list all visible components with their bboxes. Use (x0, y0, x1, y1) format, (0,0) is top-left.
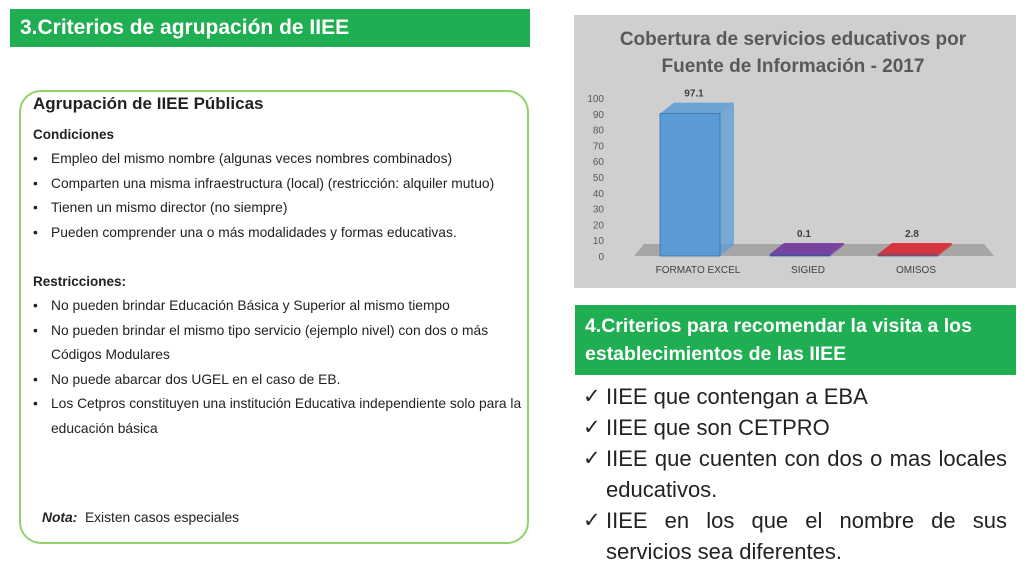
recommendation-text: IIEE en los que el nombre de sus servicios sea diferentes. (606, 508, 1007, 564)
restriction-item: • No pueden brindar el mismo tipo servicio (ejemplo nivel) con dos o más Códigos Modulares (33, 319, 523, 368)
section-3-title: 3.Criterios de agrupación de IIEE (10, 9, 530, 47)
y-tick-label: 0 (598, 252, 604, 263)
bar-data-label: 0.1 (797, 229, 811, 240)
check-mark-icon: ✓ (583, 446, 601, 470)
conditions-list (33, 147, 523, 245)
box-title: Agrupación de IIEE Públicas (33, 94, 264, 113)
y-tick-label: 50 (592, 173, 604, 184)
bar-front (660, 114, 720, 256)
restriction-item: • Los Cetpros constituyen una institución Educativa independiente solo para la educación básica (33, 392, 523, 441)
bars (660, 89, 952, 256)
restriction-item: • No pueden brindar Educación Básica y Superior al mismo tiempo (33, 294, 523, 319)
bar-side (720, 103, 734, 256)
y-tick-label: 60 (592, 157, 604, 169)
y-tick-label: 100 (587, 94, 604, 105)
y-tick-label: 70 (592, 141, 604, 153)
note-text: Existen casos especiales (84, 510, 240, 525)
coverage-chart (574, 15, 1016, 288)
bar (878, 229, 952, 256)
recommendation-item (583, 443, 1007, 505)
condition-item: • Pueden comprender una o más modalidades y formas educativas. (33, 221, 523, 246)
recommendation-item (583, 381, 1007, 412)
bar-data-label: 2.8 (905, 229, 919, 240)
bar (660, 89, 734, 256)
check-mark-icon: ✓ (583, 384, 601, 408)
note-label: Nota: (42, 510, 78, 525)
x-category-label: FORMATO EXCEL (655, 265, 741, 276)
y-tick-label: 40 (592, 188, 604, 200)
conditions-heading: Condiciones (33, 127, 115, 142)
recommendation-text: IIEE que contengan a EBA (606, 384, 868, 409)
y-tick-label: 20 (592, 220, 604, 232)
bar-front (878, 254, 938, 256)
bar-data-label: 97.1 (684, 88, 704, 100)
chart-svg (574, 15, 1016, 288)
bar (770, 229, 844, 256)
section-4-title: 4.Criterios para recomendar la visita a los establecimientos de las IIEE (575, 305, 1016, 375)
recommendation-text: IIEE que son CETPRO (606, 415, 830, 440)
x-axis (656, 265, 937, 276)
chart-title-line-1: Cobertura de servicios educativos por (619, 29, 967, 50)
condition-item: • Tienen un mismo director (no siempre) (33, 196, 523, 221)
y-tick-label: 80 (592, 125, 604, 137)
recommendation-text: IIEE que cuenten con dos o mas locales educativos. (606, 446, 1007, 502)
note (42, 510, 239, 525)
restrictions-heading: Restricciones: (33, 274, 127, 289)
restriction-item: • No puede abarcar dos UGEL en el caso de EB. (33, 368, 523, 393)
recommendation-list (583, 381, 1007, 567)
condition-item: • Comparten una misma infraestructura (local) (restricción: alquiler mutuo) (33, 172, 523, 197)
restrictions-list (33, 294, 523, 442)
recommendation-item (583, 505, 1007, 567)
x-category-label: SIGIED (791, 265, 825, 276)
check-mark-icon: ✓ (583, 415, 601, 439)
recommendation-item (583, 412, 1007, 443)
x-category-label: OMISOS (895, 265, 937, 276)
bar-front (770, 254, 830, 256)
y-tick-label: 30 (592, 204, 604, 216)
y-tick-label: 90 (592, 109, 604, 121)
chart-title-line-2: Fuente de Información - 2017 (661, 56, 925, 77)
check-mark-icon: ✓ (583, 508, 601, 532)
y-tick-label: 10 (592, 236, 604, 248)
y-axis (587, 94, 604, 263)
condition-item: • Empleo del mismo nombre (algunas veces nombres combinados) (33, 147, 523, 172)
